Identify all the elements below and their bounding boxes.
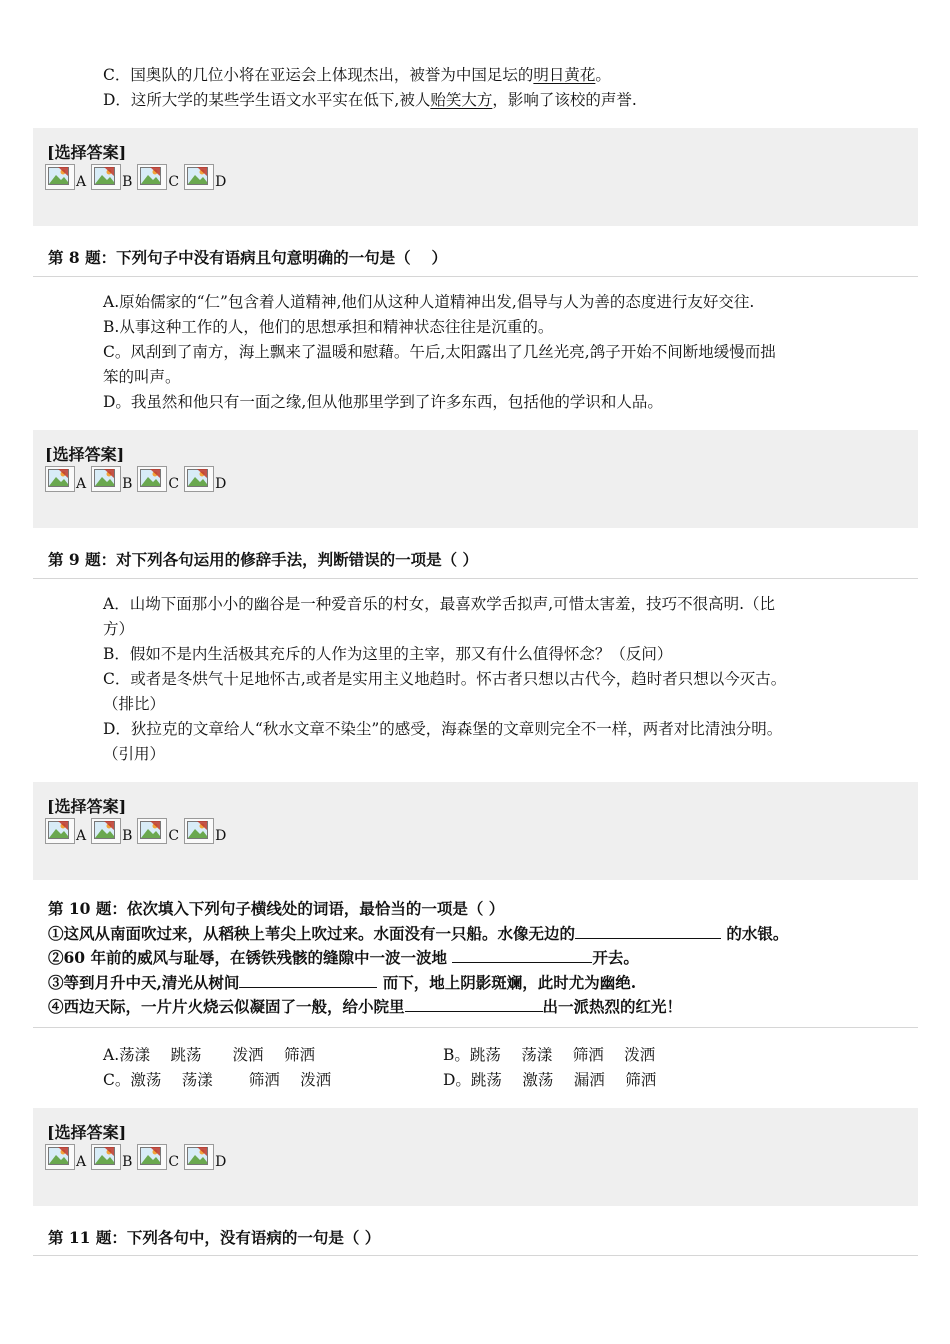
broken-image-icon <box>184 818 214 844</box>
broken-image-icon <box>137 818 167 844</box>
q10-sentence-1: ①这风从南面吹过来，从稻秧上苇尖上吹过来。水面没有一只船。水像无边的 的水银。 <box>48 923 789 943</box>
choice-b[interactable]: B <box>91 466 137 492</box>
broken-image-icon <box>137 1144 167 1170</box>
broken-image-icon <box>45 818 75 844</box>
q8-option-a: A.原始儒家的“仁”包含着人道精神,他们从这种人道精神出发,倡导与人为善的态度进行友好交往. <box>103 293 755 311</box>
q9-option-a-cont: 方） <box>103 620 135 638</box>
q8-title: 第 8 题：下列句子中没有语病且句意明确的一句是（ ） <box>48 248 447 267</box>
q7-option-c: C．国奥队的几位小将在亚运会上体现杰出，被誉为中国足坛的明日黄花。 <box>103 66 611 84</box>
answer-choices <box>45 1144 231 1170</box>
q9-option-a: A．山坳下面那小小的幽谷是一种爱音乐的村女，最喜欢学舌拟声,可惜太害羞，技巧不很高明.（比 <box>103 595 776 613</box>
q10-sentence-4: ④西边天际，一片片火烧云似凝固了一般，给小院里 出一派热烈的红光！ <box>48 997 683 1016</box>
underlined-phrase: 贻笑大方 <box>430 91 493 109</box>
broken-image-icon <box>184 466 214 492</box>
divider <box>33 578 918 579</box>
choice-d[interactable]: D <box>184 466 231 492</box>
choice-a[interactable]: A <box>45 818 91 844</box>
answer-choices <box>45 164 231 190</box>
broken-image-icon <box>91 164 121 190</box>
q8-option-c-cont: 笨的叫声。 <box>103 368 181 386</box>
q9-option-b: B．假如不是内生活极其充斥的人作为这里的主宰，那又有什么值得怀念？（反问） <box>103 645 673 663</box>
choice-a[interactable]: A <box>45 164 91 190</box>
answer-choices <box>45 818 231 844</box>
broken-image-icon <box>91 466 121 492</box>
choice-b[interactable]: B <box>91 164 137 190</box>
answer-title: [选择答案] <box>47 143 127 162</box>
choice-d[interactable]: D <box>184 818 231 844</box>
broken-image-icon <box>137 164 167 190</box>
q9-option-d: D．狄拉克的文章给人“秋水文章不染尘”的感受，海森堡的文章则完全不一样，两者对比清浊分明。 <box>103 720 783 738</box>
q9-title: 第 9 题：对下列各句运用的修辞手法，判断错误的一项是（ ） <box>48 550 478 569</box>
q10-title: 第 10 题：依次填入下列句子横线处的词语，最恰当的一项是（ ） <box>48 899 505 918</box>
q8-option-d: D。我虽然和他只有一面之缘,但从他那里学到了许多东西，包括他的学识和人品。 <box>103 393 663 411</box>
broken-image-icon <box>91 1144 121 1170</box>
choice-a[interactable]: A <box>45 466 91 492</box>
broken-image-icon <box>184 1144 214 1170</box>
q11-title: 第 11 题：下列各句中，没有语病的一句是（ ） <box>48 1228 381 1247</box>
broken-image-icon <box>45 466 75 492</box>
q10-option-d: D。跳荡 激荡 漏洒 筛洒 <box>443 1071 657 1089</box>
divider <box>33 276 918 277</box>
q8-option-b: B.从事这种工作的人，他们的思想承担和精神状态往往是沉重的。 <box>103 318 554 336</box>
q10-option-a: A.荡漾 跳荡 泼洒 筛洒 <box>103 1046 315 1064</box>
choice-b[interactable]: B <box>91 1144 137 1170</box>
q9-option-c-cont: （排比） <box>103 695 166 713</box>
choice-a[interactable]: A <box>45 1144 91 1170</box>
q10-option-c: C。激荡 荡漾 筛洒 泼洒 <box>103 1071 332 1089</box>
choice-b[interactable]: B <box>91 818 137 844</box>
choice-c[interactable]: C <box>137 466 184 492</box>
choice-c[interactable]: C <box>137 164 184 190</box>
divider <box>33 1255 918 1256</box>
choice-c[interactable]: C <box>137 1144 184 1170</box>
q7-option-d: D．这所大学的某些学生语文水平实在低下,被人贻笑大方，影响了该校的声誉. <box>103 91 637 109</box>
q8-options <box>103 290 918 415</box>
choice-c[interactable]: C <box>137 818 184 844</box>
q10-sentence-2: ②60 年前的威风与耻辱，在锈铁残骸的缝隙中一波一波地 开去。 <box>48 948 639 967</box>
q10-option-b: B。跳荡 荡漾 筛洒 泼洒 <box>443 1046 656 1064</box>
answer-box-q7 <box>33 128 918 226</box>
q10-question <box>48 897 928 1020</box>
choice-d[interactable]: D <box>184 164 231 190</box>
choice-d[interactable]: D <box>184 1144 231 1170</box>
fill-blank <box>405 995 543 1012</box>
q10-options <box>103 1043 803 1093</box>
answer-title: [选择答案] <box>45 445 125 464</box>
broken-image-icon <box>137 466 167 492</box>
q9-options <box>103 592 918 767</box>
underlined-phrase: 明日黄花 <box>533 66 596 84</box>
divider <box>33 1027 918 1028</box>
broken-image-icon <box>91 818 121 844</box>
answer-title: [选择答案] <box>47 797 127 816</box>
fill-blank <box>452 946 592 963</box>
q10-sentence-3: ③等到月升中天,清光从树间 而下，地上阴影斑斓，此时尤为幽绝. <box>48 972 637 992</box>
fill-blank <box>575 922 721 939</box>
q7-options <box>103 63 918 113</box>
answer-title: [选择答案] <box>47 1123 127 1142</box>
broken-image-icon <box>45 1144 75 1170</box>
answer-box-q8 <box>33 430 918 528</box>
fill-blank <box>239 971 377 988</box>
q9-option-c: C．或者是冬烘气十足地怀古,或者是实用主义地趋时。怀古者只想以古代今，趋时者只想以今灭古。 <box>103 670 787 688</box>
answer-box-q9 <box>33 782 918 880</box>
q9-option-d-cont: （引用） <box>103 745 166 763</box>
broken-image-icon <box>184 164 214 190</box>
q8-option-c: C。风刮到了南方，海上飘来了温暖和慰藉。午后,太阳露出了几丝光亮,鸽子开始不间断地缓慢而拙 <box>103 343 776 361</box>
answer-box-q10 <box>33 1108 918 1206</box>
broken-image-icon <box>45 164 75 190</box>
answer-choices <box>45 466 231 492</box>
